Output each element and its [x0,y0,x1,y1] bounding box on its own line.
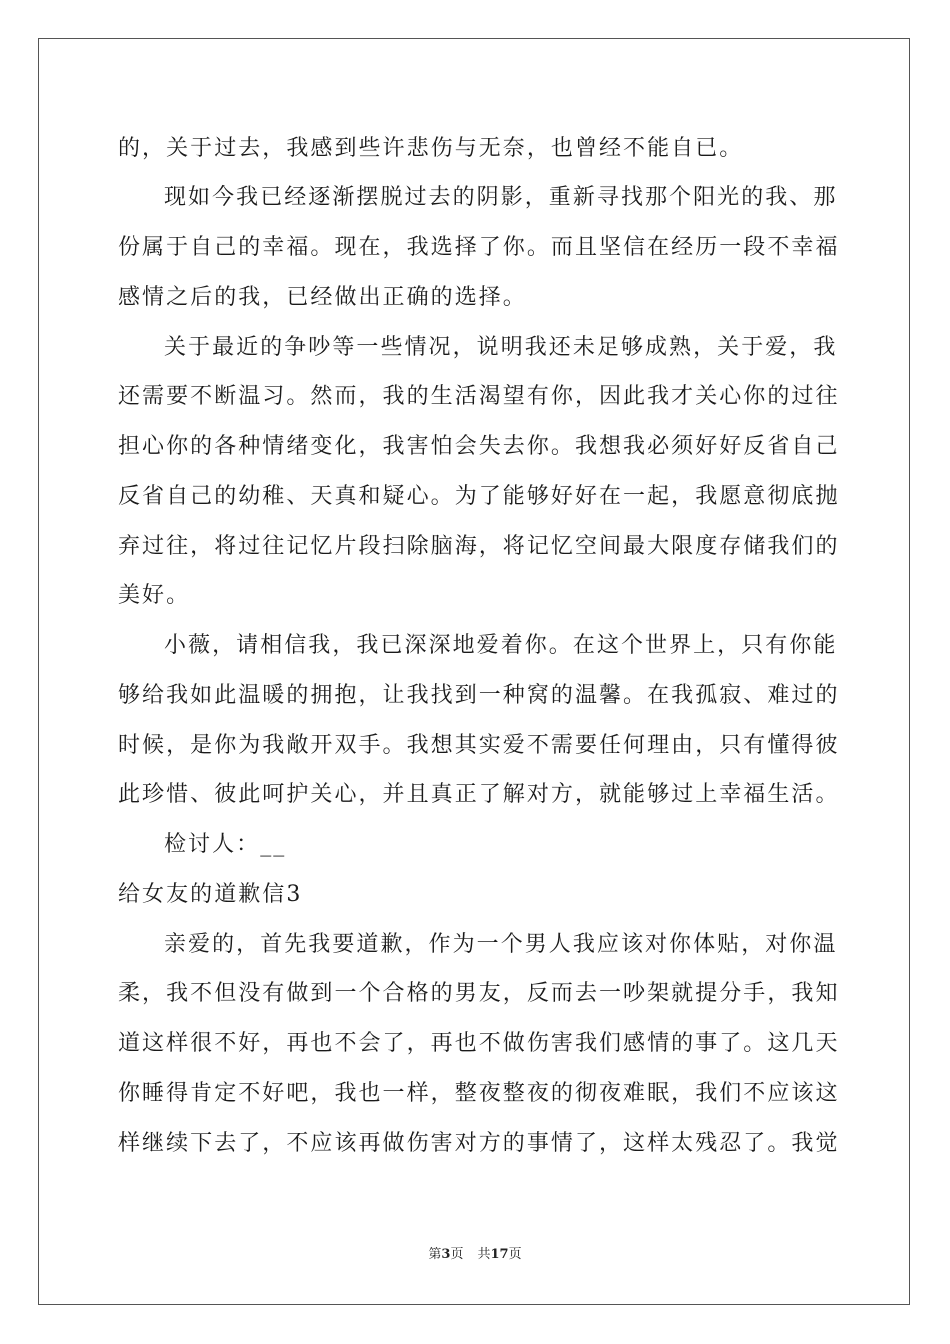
text-line: 道这样很不好，再也不会了，再也不做伤害我们感情的事了。这几天 [118,1031,840,1056]
text-line: 柔，我不但没有做到一个合格的男友，反而去一吵架就提分手，我知 [118,981,840,1006]
text-line: 亲爱的，首先我要道歉，作为一个男人我应该对你体贴，对你温 [164,932,838,957]
total-unit: 页 [508,1247,522,1262]
section-heading: 给女友的道歉信3 [118,882,303,907]
total-prefix: 共 [477,1247,491,1262]
text-line: 还需要不断温习。然而，我的生活渴望有你，因此我才关心你的过往 [118,384,840,409]
page-footer [0,1246,950,1264]
text-line: 的，关于过去，我感到些许悲伤与无奈，也曾经不能自已。 [118,136,744,161]
text-line: 关于最近的争吵等一些情况，说明我还未足够成熟，关于爱，我 [164,335,838,360]
text-line: 小薇，请相信我，我已深深地爱着你。在这个世界上，只有你能 [164,633,838,658]
signature-line: 检讨人：__ [164,832,287,857]
current-page-number: 3 [441,1247,451,1262]
text-line: 反省自己的幼稚、天真和疑心。为了能够好好在一起，我愿意彻底抛 [118,484,840,509]
text-line: 样继续下去了，不应该再做伤害对方的事情了，这样太残忍了。我觉 [118,1131,840,1156]
text-line: 感情之后的我，已经做出正确的选择。 [118,285,527,310]
total-page-count: 17 [490,1247,509,1262]
page-prefix: 第 [428,1247,442,1262]
text-line: 弃过往，将过往记忆片段扫除脑海，将记忆空间最大限度存储我们的 [118,534,840,559]
text-line: 你睡得肯定不好吧，我也一样，整夜整夜的彻夜难眠，我们不应该这 [118,1081,840,1106]
text-line: 现如今我已经逐渐摆脱过去的阴影，重新寻找那个阳光的我、那 [164,185,838,210]
page-border [38,38,910,1305]
text-line: 此珍惜、彼此呵护关心，并且真正了解对方，就能够过上幸福生活。 [118,782,840,807]
text-line: 美好。 [118,583,191,608]
page-unit: 页 [450,1247,464,1262]
text-line: 时候，是你为我敞开双手。我想其实爱不需要任何理由，只有懂得彼 [118,733,840,758]
text-line: 担心你的各种情绪变化，我害怕会失去你。我想我必须好好反省自己 [118,434,840,459]
text-line: 够给我如此温暖的拥抱，让我找到一种窝的温馨。在我孤寂、难过的 [118,683,840,708]
text-line: 份属于自己的幸福。现在，我选择了你。而且坚信在经历一段不幸福 [118,235,840,260]
